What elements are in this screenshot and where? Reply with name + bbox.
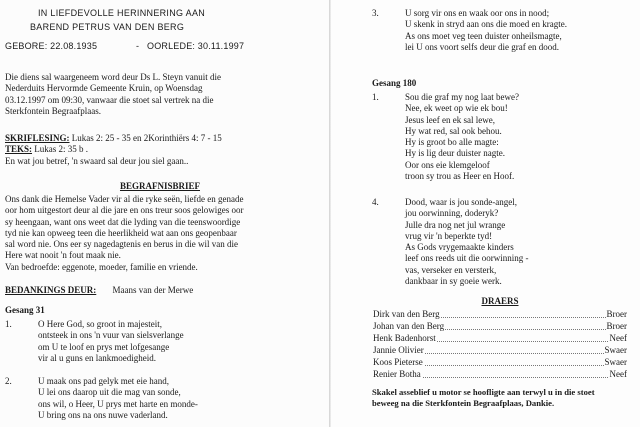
stanza-line: Hy is groot bo alle magte: (405, 137, 499, 147)
letter-line: sal word nie. Ons eer sy nagedagtenis en berus in die wil van die (5, 239, 238, 249)
readings (5, 133, 315, 167)
stanza-number: 4. (372, 197, 379, 207)
letter-line: Van bedroefde: eggenote, moeder, familie en vriende. (5, 261, 198, 272)
stanza-line: U bring ons na ons nuwe vaderland. (38, 409, 168, 420)
pallbearer-relation: Neef (609, 333, 627, 343)
stanza-line: U maak ons pad gelyk met eie hand, (38, 376, 169, 386)
pallbearer-relation: Broer (606, 321, 627, 331)
pallbearer-relation: Swaer (604, 357, 627, 367)
service-line: 03.12.1997 om 09:30, vanwaar die stoet sal vertrek na die (5, 94, 214, 105)
stanza-line: om U te loof en prys met lofgesange (38, 341, 170, 352)
pallbearer-name: Johan van den Berg (373, 321, 445, 331)
right-page (331, 0, 640, 427)
stanza-line: vas, verseker en versterk, (405, 264, 497, 275)
pallbearer-row (372, 369, 628, 381)
stanza-line: Jesus leef en ek sal lewe, (405, 114, 495, 125)
stanza-line: U lei ons daarop uit die mag van sonde, (38, 387, 181, 398)
letter-line: sy heengaan, want ons weet dat die lyding van die teenswoordige (5, 216, 241, 227)
gesang-180-stanza-4 (372, 197, 637, 297)
pallbearers-title: DRAERS (481, 296, 519, 306)
stanza-line: As Gods vrygemaakte kinders (405, 242, 514, 252)
service-line: Nederduits Hervormde Gemeente Kruin, op Woensdag (5, 83, 203, 94)
pallbearer-row (372, 357, 628, 369)
stanza-line: Hy is lig deur duister nagte. (405, 148, 505, 159)
header-line-1: IN LIEFDEVOLLE HERINNERING AAN (38, 8, 206, 18)
thanks-name: Maans van der Merwe (112, 285, 194, 295)
stanza-line: ons wil, o Heer, U prys met harte en monde- (38, 398, 198, 409)
stanza-line: troon sy trou as Heer en Hoof. (405, 170, 515, 181)
thanks-line (5, 285, 315, 296)
closing-line: beweeg na die Sterkfontein Begraafplaas, Dankie. (372, 397, 555, 408)
stanza-line: dankbaar in sy goeie werk. (405, 275, 502, 286)
gesang-31-stanza-3 (372, 8, 637, 58)
stanza-number: 1. (5, 319, 12, 329)
text-reference: Lukas 2: 35 b . (32, 144, 89, 155)
gesang-180-stanza-1 (372, 92, 637, 192)
thanks-label: BEDANKINGS DEUR: (5, 285, 97, 295)
pallbearer-row (372, 333, 628, 345)
stanza-number: 2. (5, 376, 12, 386)
pallbearer-name: Dirk van den Berg (373, 309, 440, 319)
closing-note (372, 387, 634, 408)
service-announcement (5, 72, 305, 117)
header-line-2: BAREND PETRUS VAN DEN BERG (30, 22, 185, 32)
stanza-line: O Here God, so groot in majesteit, (38, 319, 162, 329)
letter-line: Ons dank die Hemelse Vader vir al die ryke seën, liefde en genade (5, 194, 244, 204)
pallbearer-relation: Broer (606, 309, 627, 319)
stanza-line: ontsteek in ons 'n vuur van sielsverlange (38, 330, 184, 341)
sermon-quote: En wat jou betref, 'n swaard sal deur jou siel gaan.. (5, 155, 189, 166)
gesang-31-title: Gesang 31 (5, 305, 45, 315)
stanza-line: U sorg vir ons en waak oor ons in nood; (405, 8, 550, 18)
stanza-line: Nee, ek weet op wie ek bou! (405, 103, 508, 114)
pallbearer-name: Renier Botha (373, 369, 421, 379)
gesang-180-title: Gesang 180 (372, 78, 417, 88)
pallbearer-row (372, 345, 628, 357)
pallbearer-name: Jannie Olivier (373, 345, 424, 355)
service-line: Die diens sal waargeneem word deur Ds L. Steyn vanuit die (5, 72, 222, 82)
dash-separator: - (136, 41, 140, 51)
stanza-line: Sou die graf my nog laat bewe? (405, 92, 519, 102)
letter-line: tyd nie kan opweeg teen die heerlikheid wat aan ons geopenbaar (5, 227, 237, 238)
stanza-number: 1. (372, 92, 379, 102)
stanza-line: As ons moet veg teen duister onheilsmagte, (405, 30, 562, 41)
stanza-line: Oor ons eie klemgeloof (405, 159, 490, 170)
pallbearer-row (372, 309, 628, 321)
scripture-text: Lukas 2: 25 - 35 en 2Korinthiërs 4: 7 - 15 (69, 133, 222, 143)
pallbearer-row (372, 321, 628, 333)
stanza-line: jou oorwinning, doderyk? (405, 208, 499, 219)
stanza-line: lei U ons voort selfs deur die graf en dood. (405, 41, 559, 52)
pallbearer-relation: Swaer (604, 345, 627, 355)
gesang-31-stanza-2 (5, 376, 315, 426)
closing-line: Skakel asseblief u motor se hoofligte aan terwyl u in die stoet (372, 387, 595, 397)
pallbearer-name: Koos Pieterse (373, 357, 423, 367)
letter-title: BEGRAFNISBRIEF (119, 181, 200, 191)
stanza-line: Hy wat red, sal ook behou. (405, 125, 502, 136)
stanza-line: vir al u guns en lankmoedigheid. (38, 352, 156, 363)
stanza-line: leef ons reeds uit die oorwinning - (405, 253, 529, 264)
stanza-line: Dood, waar is jou sonde-angel, (405, 197, 517, 207)
pallbearer-relation: Neef (609, 369, 627, 379)
text-label: TEKS: (5, 144, 33, 155)
sermon-text (5, 144, 315, 155)
born-date: GEBORE: 22.08.1935 (5, 41, 98, 51)
letter-line: oor hom uitgestort deur al die jare en ons treur soos gelowiges oor (5, 205, 244, 216)
gesang-31-stanza-1 (5, 319, 315, 369)
died-date: OORLEDE: 30.11.1997 (147, 41, 245, 51)
pallbearer-name: Henk Badenhorst (373, 333, 436, 343)
funeral-letter (5, 194, 305, 273)
stanza-line: Julle dra nog net jul wrange (405, 219, 506, 230)
service-line: Sterkfontein Begraafplaas. (5, 105, 101, 116)
letter-line: Here wat nooit 'n fout maak nie. (5, 250, 121, 261)
stanza-line: U skenk in stryd aan ons die moed en kragte. (405, 19, 567, 30)
scripture-reading (5, 133, 315, 144)
scripture-label: SKRIFLESING: (5, 133, 70, 143)
stanza-line: vrug vir 'n beperkte tyd! (405, 230, 493, 241)
stanza-number: 3. (372, 8, 379, 18)
